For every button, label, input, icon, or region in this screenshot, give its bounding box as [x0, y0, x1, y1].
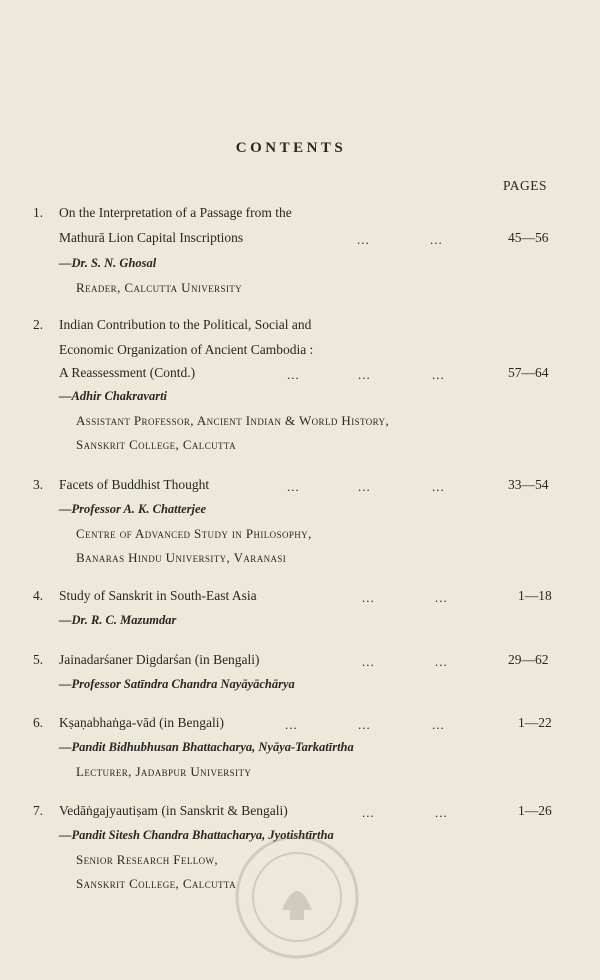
entry-title-line: Facets of Buddhist Thought	[59, 477, 210, 492]
entry-author: —Dr. S. N. Ghosal	[59, 256, 157, 270]
leader-dots: ...	[432, 479, 445, 494]
entry-affiliation: Reader, Calcutta University	[76, 280, 243, 295]
pages-column-header: PAGES	[503, 178, 548, 193]
entry-author: —Pandit Sitesh Chandra Bhattacharya, Jyotishtīrtha	[59, 828, 334, 842]
entry-number: 3.	[33, 477, 44, 492]
entry-author: —Professor Satīndra Chandra Nayāyāchārya	[59, 677, 295, 691]
entry-number: 1.	[33, 205, 44, 220]
entry-pages: 1—18	[518, 588, 552, 603]
leader-dots: ...	[362, 590, 375, 605]
entry-number: 4.	[33, 588, 44, 603]
leader-dots: ...	[435, 805, 448, 820]
entry-title-line: Economic Organization of Ancient Cambodia :	[59, 342, 314, 357]
leader-dots: ...	[430, 232, 443, 247]
entry-affiliation: Lecturer, Jadabpur University	[76, 764, 252, 779]
entry-title-line: Study of Sanskrit in South-East Asia	[59, 588, 257, 603]
entry-title-line: Vedāṅgajyautiṣam (in Sanskrit & Bengali)	[59, 803, 288, 818]
entry-pages: 1—26	[518, 803, 552, 818]
leader-dots: ...	[432, 717, 445, 732]
entry-affiliation: Centre of Advanced Study in Philosophy,	[76, 526, 312, 541]
entry-affiliation: Banaras Hindu University, Varanasi	[76, 550, 287, 565]
entry-affiliation: Assistant Professor, Ancient Indian & World History,	[76, 413, 390, 428]
leader-dots: ...	[358, 717, 371, 732]
entry-title-line: On the Interpretation of a Passage from the	[59, 205, 292, 220]
leader-dots: ...	[287, 479, 300, 494]
leader-dots: ...	[432, 367, 445, 382]
entry-pages: 33—54	[508, 477, 549, 492]
entry-number: 2.	[33, 317, 44, 332]
leader-dots: ...	[435, 654, 448, 669]
entry-pages: 1—22	[518, 715, 552, 730]
page-title: CONTENTS	[235, 140, 347, 156]
entry-number: 7.	[33, 803, 44, 818]
leader-dots: ...	[362, 654, 375, 669]
entry-title-line: Kṣaṇabhaṅga-vād (in Bengali)	[59, 715, 224, 730]
entry-title-line: A Reassessment (Contd.)	[59, 365, 196, 380]
entry-author: —Pandit Bidhubhusan Bhattacharya, Nyāya-Tarkatīrtha	[59, 740, 354, 754]
leader-dots: ...	[358, 367, 371, 382]
entry-pages: 57—64	[508, 365, 549, 380]
entry-pages: 45—56	[508, 230, 549, 245]
entry-number: 6.	[33, 715, 44, 730]
entry-affiliation: Sanskrit College, Calcutta	[76, 437, 236, 452]
entry-affiliation: Sanskrit College, Calcutta	[76, 876, 236, 891]
entry-author: —Adhir Chakravarti	[59, 389, 168, 403]
entry-number: 5.	[33, 652, 44, 667]
leader-dots: ...	[435, 590, 448, 605]
leader-dots: ...	[287, 367, 300, 382]
leader-dots: ...	[362, 805, 375, 820]
library-seal-watermark	[232, 832, 362, 962]
entry-title-line: Jainadarśaner Digdarśan (in Bengali)	[59, 652, 260, 667]
leader-dots: ...	[357, 232, 370, 247]
entry-affiliation: Senior Research Fellow,	[76, 852, 219, 867]
entry-author: —Professor A. K. Chatterjee	[59, 502, 207, 516]
entry-title-line: Mathurā Lion Capital Inscriptions	[59, 230, 244, 245]
entry-pages: 29—62	[508, 652, 549, 667]
entry-title-line: Indian Contribution to the Political, Social and	[59, 317, 312, 332]
leader-dots: ...	[285, 717, 298, 732]
entry-author: —Dr. R. C. Mazumdar	[59, 613, 177, 627]
leader-dots: ...	[358, 479, 371, 494]
